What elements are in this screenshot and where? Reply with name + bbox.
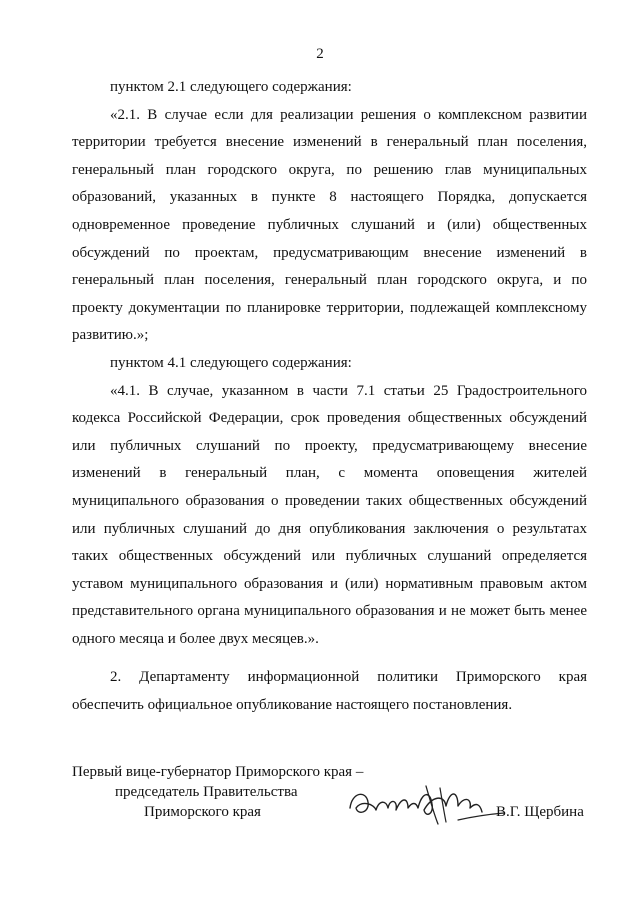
page-number: 2 [316,46,324,62]
signatory-title-line-1: Первый вице-губернатор Приморского края – [72,764,364,780]
paragraph-point-2-1-text: «2.1. В случае если для реализации решения о комплексном развитии территории требуется внесение изменений в генеральный план поселения, генеральный план городского округа, по решению глав муниципальных образований, указанных в пункте 8 настоящего Порядка, допускается одновременное проведение публичных слушаний и (или) общественных обсуждений по проектам, предусматривающим внесение изменений в генеральный план поселения, генеральный план городского округа, и по проекту документации по планировке территории, подлежащей комплексному развитию.»; [72,106,587,344]
paragraph-item-2: 2. Департаменту информационной политики Приморского края обеспечить официальное опубликование настоящего постановления. [72,669,587,714]
paragraph-point-4-1-text: «4.1. В случае, указанном в части 7.1 статьи 25 Градостроительного кодекса Российской Федерации, срок проведения общественных обсуждений или публичных слушаний по проекту, предусматривающему внесение изменений в генеральный план, с момента оповещения жителей муниципального образования о проведении таких общественных обсуждений или публичных слушаний до дня опубликования заключения о результатах таких общественных обсуждений или публичных слушаний определяется уставом муниципального образования и (или) нормативным правовым актом представительного органа муниципального образования и не может быть менее одного месяца и более двух месяцев.». [72,382,587,647]
paragraph-point-4-1-intro: пунктом 4.1 следующего содержания: [110,354,352,371]
document-body [72,74,587,720]
handwritten-signature [346,778,508,830]
signatory-name: В.Г. Щербина [496,804,584,820]
signatory-title-line-3: Приморского края [144,804,261,820]
paragraph-point-2-1-intro: пунктом 2.1 следующего содержания: [110,79,352,95]
signatory-title-line-2: председатель Правительства [115,784,298,800]
